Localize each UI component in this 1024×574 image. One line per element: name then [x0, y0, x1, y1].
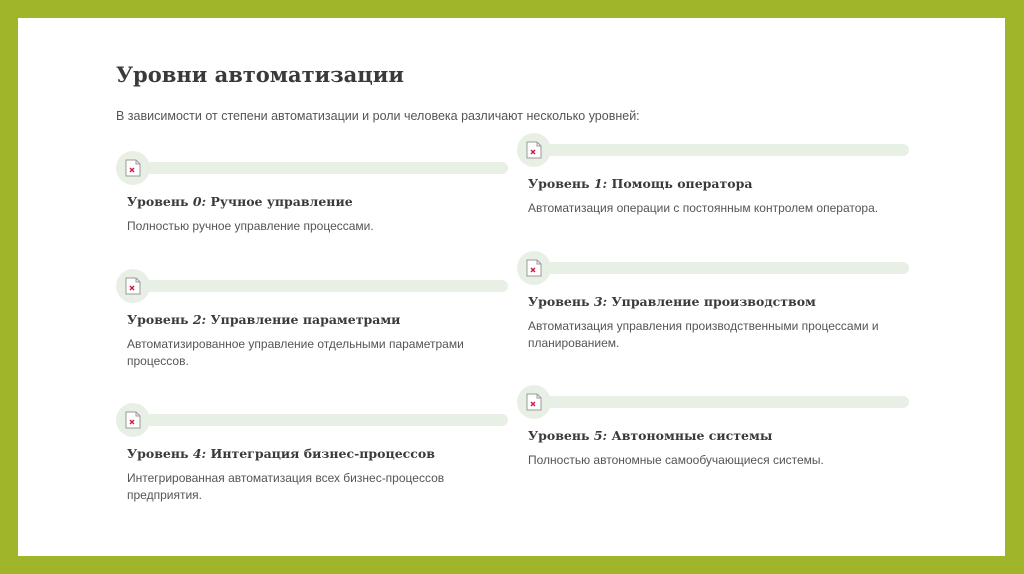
level-bar — [118, 280, 508, 292]
broken-image-icon — [526, 393, 542, 411]
level-description: Автоматизация управления производственными процессами и планированием. — [528, 319, 879, 350]
level-description: Автоматизированное управление отдельными параметрами процессов. — [127, 337, 464, 368]
level-icon-badge — [116, 151, 150, 185]
slide-title: Уровни автоматизации — [116, 62, 404, 87]
level-icon-badge — [517, 251, 551, 285]
level-title: Уровень 4: Интеграция бизнес-процессов — [127, 446, 435, 461]
level-title: Уровень 3: Управление производством — [528, 294, 816, 309]
broken-image-icon — [125, 159, 141, 177]
level-bar — [519, 396, 909, 408]
level-icon-badge — [116, 269, 150, 303]
level-description: Интегрированная автоматизация всех бизнес-процессов предприятия. — [127, 471, 445, 502]
level-title: Уровень 0: Ручное управление — [127, 194, 353, 209]
level-bar — [519, 144, 909, 156]
level-bar — [118, 414, 508, 426]
level-description: Полностью ручное управление процессами. — [127, 219, 374, 233]
level-icon-badge — [517, 133, 551, 167]
slide — [18, 18, 1005, 556]
slide-subtitle: В зависимости от степени автоматизации и роли человека различают несколько уровней: — [116, 109, 640, 123]
level-icon-badge — [517, 385, 551, 419]
level-bar — [519, 262, 909, 274]
broken-image-icon — [526, 259, 542, 277]
broken-image-icon — [125, 277, 141, 295]
broken-image-icon — [526, 141, 542, 159]
level-title: Уровень 2: Управление параметрами — [127, 312, 401, 327]
level-description: Автоматизация операции с постоянным контролем оператора. — [528, 201, 879, 215]
level-title: Уровень 1: Помощь оператора — [528, 176, 753, 191]
level-icon-badge — [116, 403, 150, 437]
level-description: Полностью автономные самообучающиеся системы. — [528, 453, 824, 467]
broken-image-icon — [125, 411, 141, 429]
level-title: Уровень 5: Автономные системы — [528, 428, 773, 443]
level-bar — [118, 162, 508, 174]
